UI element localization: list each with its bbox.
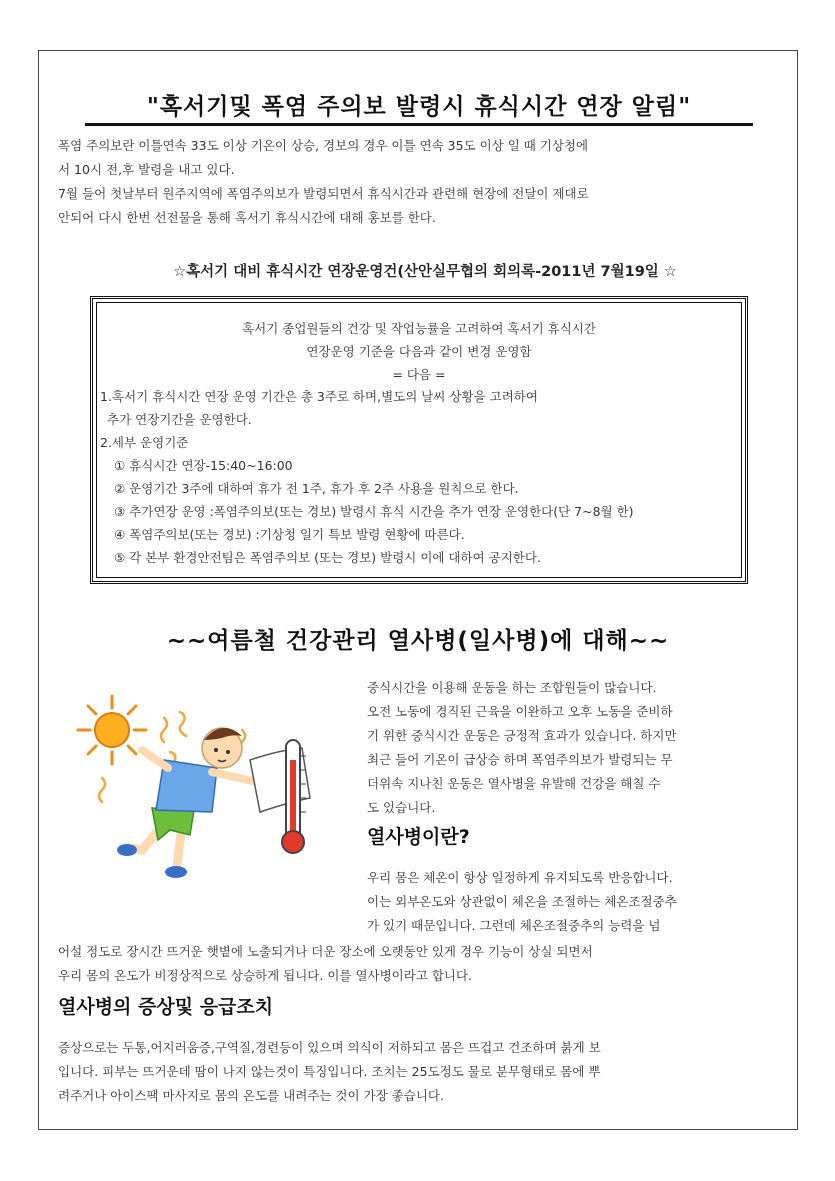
sun-icon bbox=[78, 696, 146, 764]
heatstroke-line: 어설 정도로 장시간 뜨거운 햇볕에 노출되거나 더운 장소에 오랫동안 있게 경우 기능이 상실 되면서 bbox=[58, 944, 593, 959]
heatstroke-paragraph-full bbox=[58, 940, 780, 988]
intro-line: 7월 들어 첫날부터 원주지역에 폭염주의보가 발령되면서 휴식시간과 관련해 현장에 전달이 제대로 bbox=[58, 186, 589, 201]
health-intro-paragraph bbox=[367, 676, 781, 820]
notice-sub-item: ① 휴식시간 연장-15:40~16:00 bbox=[114, 458, 293, 473]
symptoms-paragraph bbox=[58, 1036, 780, 1108]
intro-line: 폭염 주의보란 이틀연속 33도 이상 기온이 상승, 경보의 경우 이틀 연속 35도 이상 일 때 기상청에 bbox=[58, 138, 589, 153]
notice-item-2: 2.세부 운영기준 bbox=[100, 435, 189, 450]
notice-box bbox=[90, 296, 748, 584]
intro-line: 서 10시 전,후 발령을 내고 있다. bbox=[58, 162, 235, 177]
symptoms-line: 려주거나 아이스팩 마사지로 몸의 온도를 내려주는 것이 가장 좋습니다. bbox=[58, 1088, 444, 1103]
heatstroke-paragraph-right bbox=[367, 866, 781, 938]
notice-box-inner bbox=[96, 302, 742, 578]
heatstroke-line: 가 있기 때문입니다. 그런데 체온조절중추의 능력을 넘 bbox=[367, 918, 661, 933]
thermometer-icon bbox=[250, 740, 310, 853]
notice-item-1-cont: 추가 연장기간을 운영한다. bbox=[107, 412, 252, 427]
heatstroke-line: 우리 몸의 온도가 비정상적으로 상승하게 됩니다. 이를 열사병이라고 합니다. bbox=[58, 968, 473, 983]
notice-intro-line: 연장운영 기준을 다음과 같이 변경 운영함 bbox=[306, 344, 532, 359]
health-intro-line: 최근 들어 기온이 급상승 하며 폭염주의보가 발령되는 무 bbox=[367, 752, 673, 767]
health-intro-line: 도 있습니다. bbox=[367, 800, 436, 815]
health-intro-line: 중식시간을 이용해 운동을 하는 조합원들이 많습니다. bbox=[367, 680, 657, 695]
health-intro-line: 오전 노동에 경직된 근육을 이완하고 오후 노동을 준비하 bbox=[367, 704, 673, 719]
symptoms-line: 증상으로는 두통,어지러움증,구역질,경련등이 있으며 의식이 저하되고 몸은 뜨겁고 건조하며 붉게 보 bbox=[58, 1040, 601, 1055]
health-intro-line: 더위속 지나친 운동은 열사병을 유발해 건강을 해칠 수 bbox=[367, 776, 661, 791]
symptoms-line: 입니다. 피부는 뜨거운데 땀이 나지 않는것이 특징입니다. 조치는 25도정도 물로 분무형태로 몸에 뿌 bbox=[58, 1064, 601, 1079]
health-heading: ~~여름철 건강관리 열사병(일사병)에 대해~~ bbox=[166, 628, 670, 654]
health-intro-line: 기 위한 중식시간 운동은 긍정적 효과가 있습니다. 하지만 bbox=[367, 728, 677, 743]
page-title: "혹서기및 폭염 주의보 발령시 휴식시간 연장 알림" bbox=[85, 88, 753, 126]
notice-separator: = 다음 = bbox=[392, 367, 446, 382]
notice-sub-item: ⑤ 각 본부 환경안전팀은 폭염주의보 (또는 경보) 발령시 이에 대하여 공지한다. bbox=[114, 550, 541, 565]
notice-sub-item: ④ 폭염주의보(또는 경보) :기상청 일기 특보 발령 현황에 따른다. bbox=[114, 527, 465, 542]
heatstroke-illustration bbox=[72, 690, 342, 900]
heatstroke-heading: 열사병이란? bbox=[367, 826, 470, 848]
notice-sub-item: ③ 추가연장 운영 :폭염주의보(또는 경보) 발령시 휴식 시간을 추가 연장 운영한다(단 7~8월 한) bbox=[114, 504, 634, 519]
symptoms-heading: 열사병의 증상및 응급조치 bbox=[58, 996, 274, 1018]
meeting-subtitle: ☆혹서기 대비 휴식시간 연장운영건(산안실무협의 회의록-2011년 7월19일 ☆ bbox=[173, 264, 677, 280]
notice-sub-item: ② 운영기간 3주에 대하여 휴가 전 1주, 휴가 후 2주 사용을 원칙으로 한다. bbox=[114, 481, 519, 496]
notice-intro-line: 혹서기 종업원들의 건강 및 작업능률을 고려하여 혹서기 휴식시간 bbox=[242, 321, 596, 336]
heatstroke-line: 이는 외부온도와 상관없이 체온을 조절하는 체온조절중추 bbox=[367, 894, 677, 909]
fainting-boy bbox=[117, 728, 257, 878]
notice-item-1: 1.혹서기 휴식시간 연장 운영 기간은 총 3주로 하며,별도의 날씨 상황을 고려하여 bbox=[100, 389, 538, 404]
intro-line: 안되어 다시 한번 선전물을 통해 혹서기 휴식시간에 대해 홍보를 한다. bbox=[58, 210, 436, 225]
heatstroke-line: 우리 몸은 체온이 항상 일정하게 유지되도록 반응합니다. bbox=[367, 870, 673, 885]
intro-paragraph bbox=[58, 134, 780, 230]
